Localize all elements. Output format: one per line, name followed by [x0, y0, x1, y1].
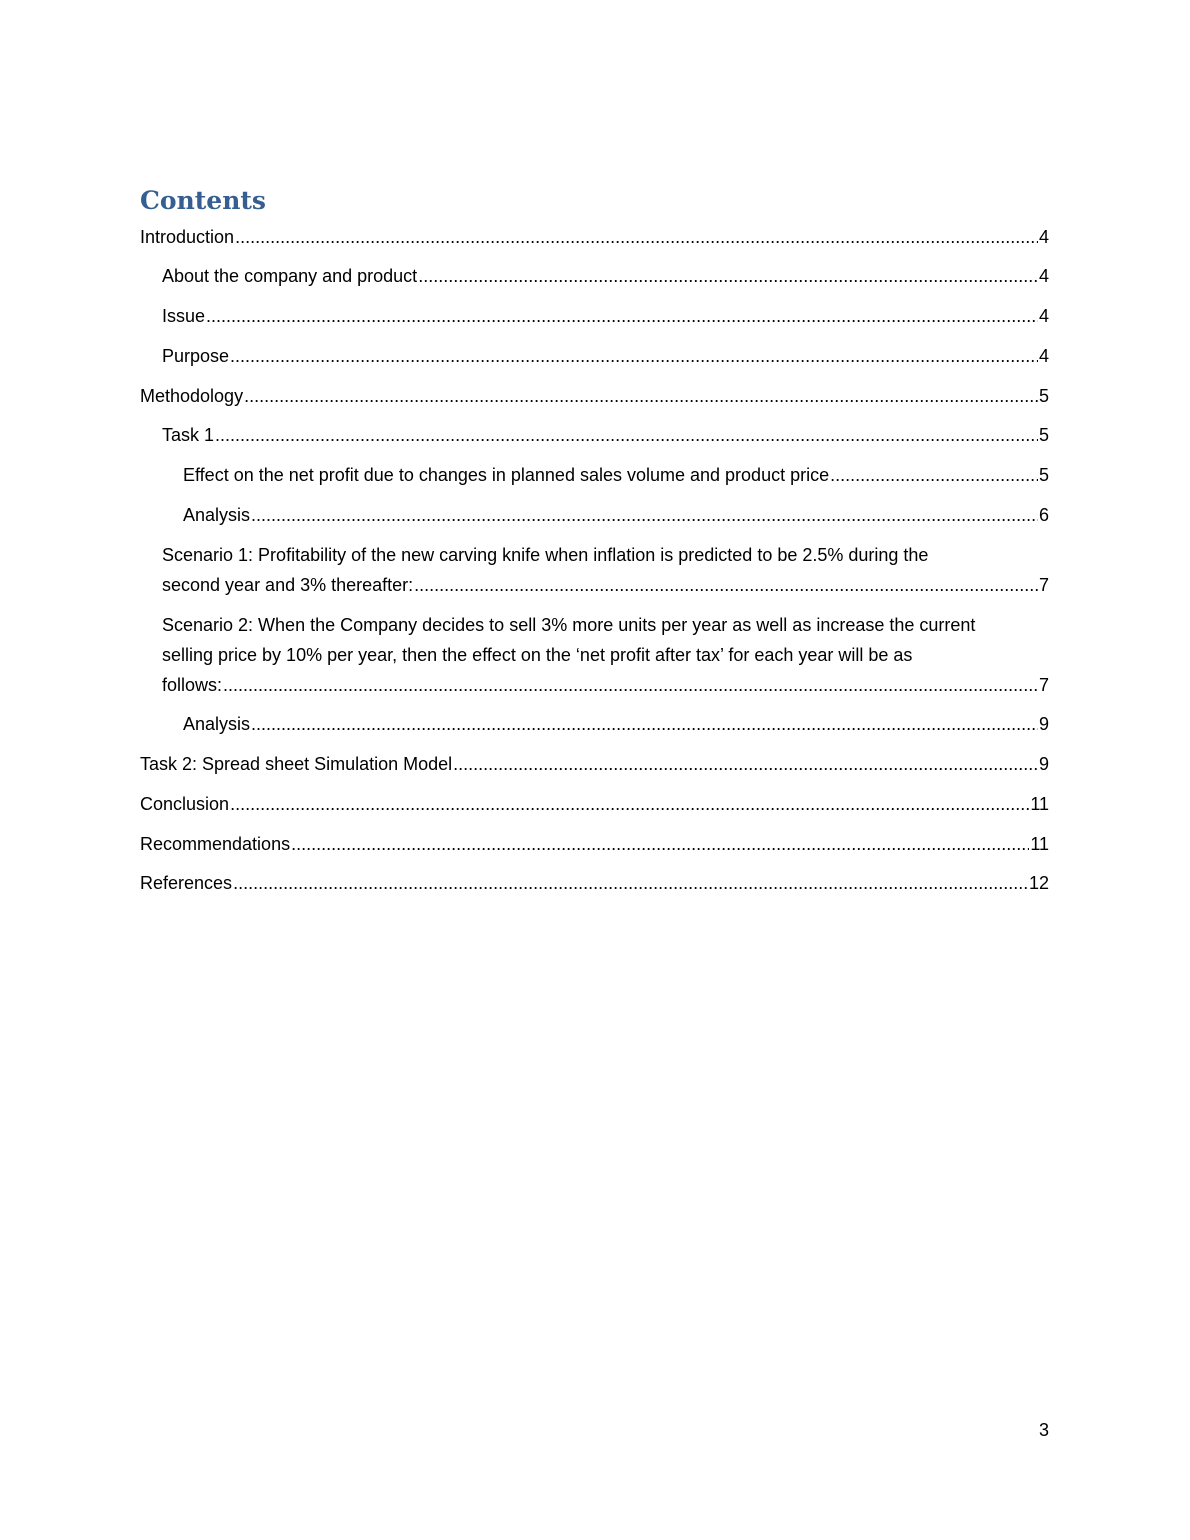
toc-entry-text-line: Scenario 2: When the Company decides to sell 3% more units per year as well as increase the current [162, 615, 976, 635]
toc-entry[interactable] [162, 341, 1049, 371]
toc-entry-title: Purpose [162, 346, 230, 366]
toc-entry-page-number: 9 [1038, 714, 1049, 734]
toc-entry[interactable] [183, 500, 1049, 530]
toc-dot-leader [291, 829, 1029, 859]
toc-dot-leader [235, 222, 1038, 252]
toc-entry-page-number: 4 [1038, 227, 1049, 247]
toc-entry-title: follows: [162, 675, 223, 695]
toc-entry-title: Methodology [140, 386, 244, 406]
toc-entry-page-number: 11 [1030, 794, 1049, 814]
toc-dot-leader [830, 460, 1038, 490]
toc-entry[interactable] [162, 540, 1049, 600]
toc-entry-page-number: 11 [1030, 834, 1049, 854]
toc-entry-line [162, 341, 1049, 371]
toc-entry-text-line: selling price by 10% per year, then the effect on the ‘net profit after tax’ for each year will be as [162, 645, 913, 665]
toc-entry-page-number: 7 [1038, 675, 1049, 695]
page-number: 3 [1038, 1420, 1049, 1440]
toc-dot-leader [251, 709, 1038, 739]
toc-entry[interactable] [140, 749, 1049, 779]
toc-entry-page-number: 4 [1038, 346, 1049, 366]
toc-dot-leader [251, 500, 1038, 530]
toc-entry-title: Analysis [183, 714, 251, 734]
toc-dot-leader [230, 341, 1038, 371]
toc-entry[interactable] [162, 301, 1049, 331]
toc-dot-leader [244, 381, 1038, 411]
toc-dot-leader [414, 570, 1038, 600]
toc-entry[interactable] [140, 868, 1049, 898]
toc-entry-page-number: 4 [1038, 306, 1049, 326]
toc-entry-page-number: 9 [1038, 754, 1049, 774]
toc-entry[interactable] [162, 610, 1049, 700]
toc-entry-line [162, 570, 1049, 600]
toc-entry-title: Effect on the net profit due to changes in planned sales volume and product price [183, 465, 830, 485]
toc-dot-leader [215, 420, 1038, 450]
toc-entry-line [140, 749, 1049, 779]
toc-entry-title: Issue [162, 306, 206, 326]
toc-entry-line [183, 500, 1049, 530]
toc-dot-leader [418, 261, 1038, 291]
toc-entry-title: References [140, 873, 233, 893]
toc-heading: Contents [140, 186, 267, 215]
toc-entry[interactable] [183, 709, 1049, 739]
toc-entry-page-number: 6 [1038, 505, 1049, 525]
toc-entry-title: Introduction [140, 227, 235, 247]
toc-dot-leader [453, 749, 1038, 779]
toc-entry-line [183, 709, 1049, 739]
toc-entry[interactable] [140, 829, 1049, 859]
toc-entry-text-line: Scenario 1: Profitability of the new carving knife when inflation is predicted to be 2.5% during the [162, 545, 929, 565]
toc-dot-leader [206, 301, 1038, 331]
toc-entry[interactable] [140, 222, 1049, 252]
toc-entry-page-number: 5 [1038, 386, 1049, 406]
toc-dot-leader [230, 789, 1029, 819]
toc-dot-leader [233, 868, 1028, 898]
toc-entry-page-number: 7 [1038, 575, 1049, 595]
toc-entry[interactable] [162, 261, 1049, 291]
toc-entry-page-number: 4 [1038, 266, 1049, 286]
toc-dot-leader [223, 670, 1038, 700]
toc-entry-page-number: 5 [1038, 465, 1049, 485]
toc-entry-line [140, 789, 1049, 819]
toc-entry-title: second year and 3% thereafter: [162, 575, 414, 595]
toc-entry-page-number: 12 [1028, 873, 1049, 893]
toc-entry-line [183, 460, 1049, 490]
toc-entry-line [162, 420, 1049, 450]
toc-entry-line [140, 829, 1049, 859]
toc-entry-page-number: 5 [1038, 425, 1049, 445]
toc-entry-line [162, 670, 1049, 700]
toc-entry[interactable] [140, 789, 1049, 819]
toc-entry-title: Conclusion [140, 794, 230, 814]
toc-entry-title: Task 2: Spread sheet Simulation Model [140, 754, 453, 774]
toc-entry-line [162, 261, 1049, 291]
toc-entry[interactable] [162, 420, 1049, 450]
toc-entry[interactable] [140, 381, 1049, 411]
toc-entry[interactable] [183, 460, 1049, 490]
toc-entry-title: Task 1 [162, 425, 215, 445]
toc-entry-line [162, 301, 1049, 331]
toc-entry-line [140, 381, 1049, 411]
toc-entry-line [140, 222, 1049, 252]
toc-entry-title: Analysis [183, 505, 251, 525]
toc-entry-title: About the company and product [162, 266, 418, 286]
toc-entry-title: Recommendations [140, 834, 291, 854]
toc-entry-line [140, 868, 1049, 898]
